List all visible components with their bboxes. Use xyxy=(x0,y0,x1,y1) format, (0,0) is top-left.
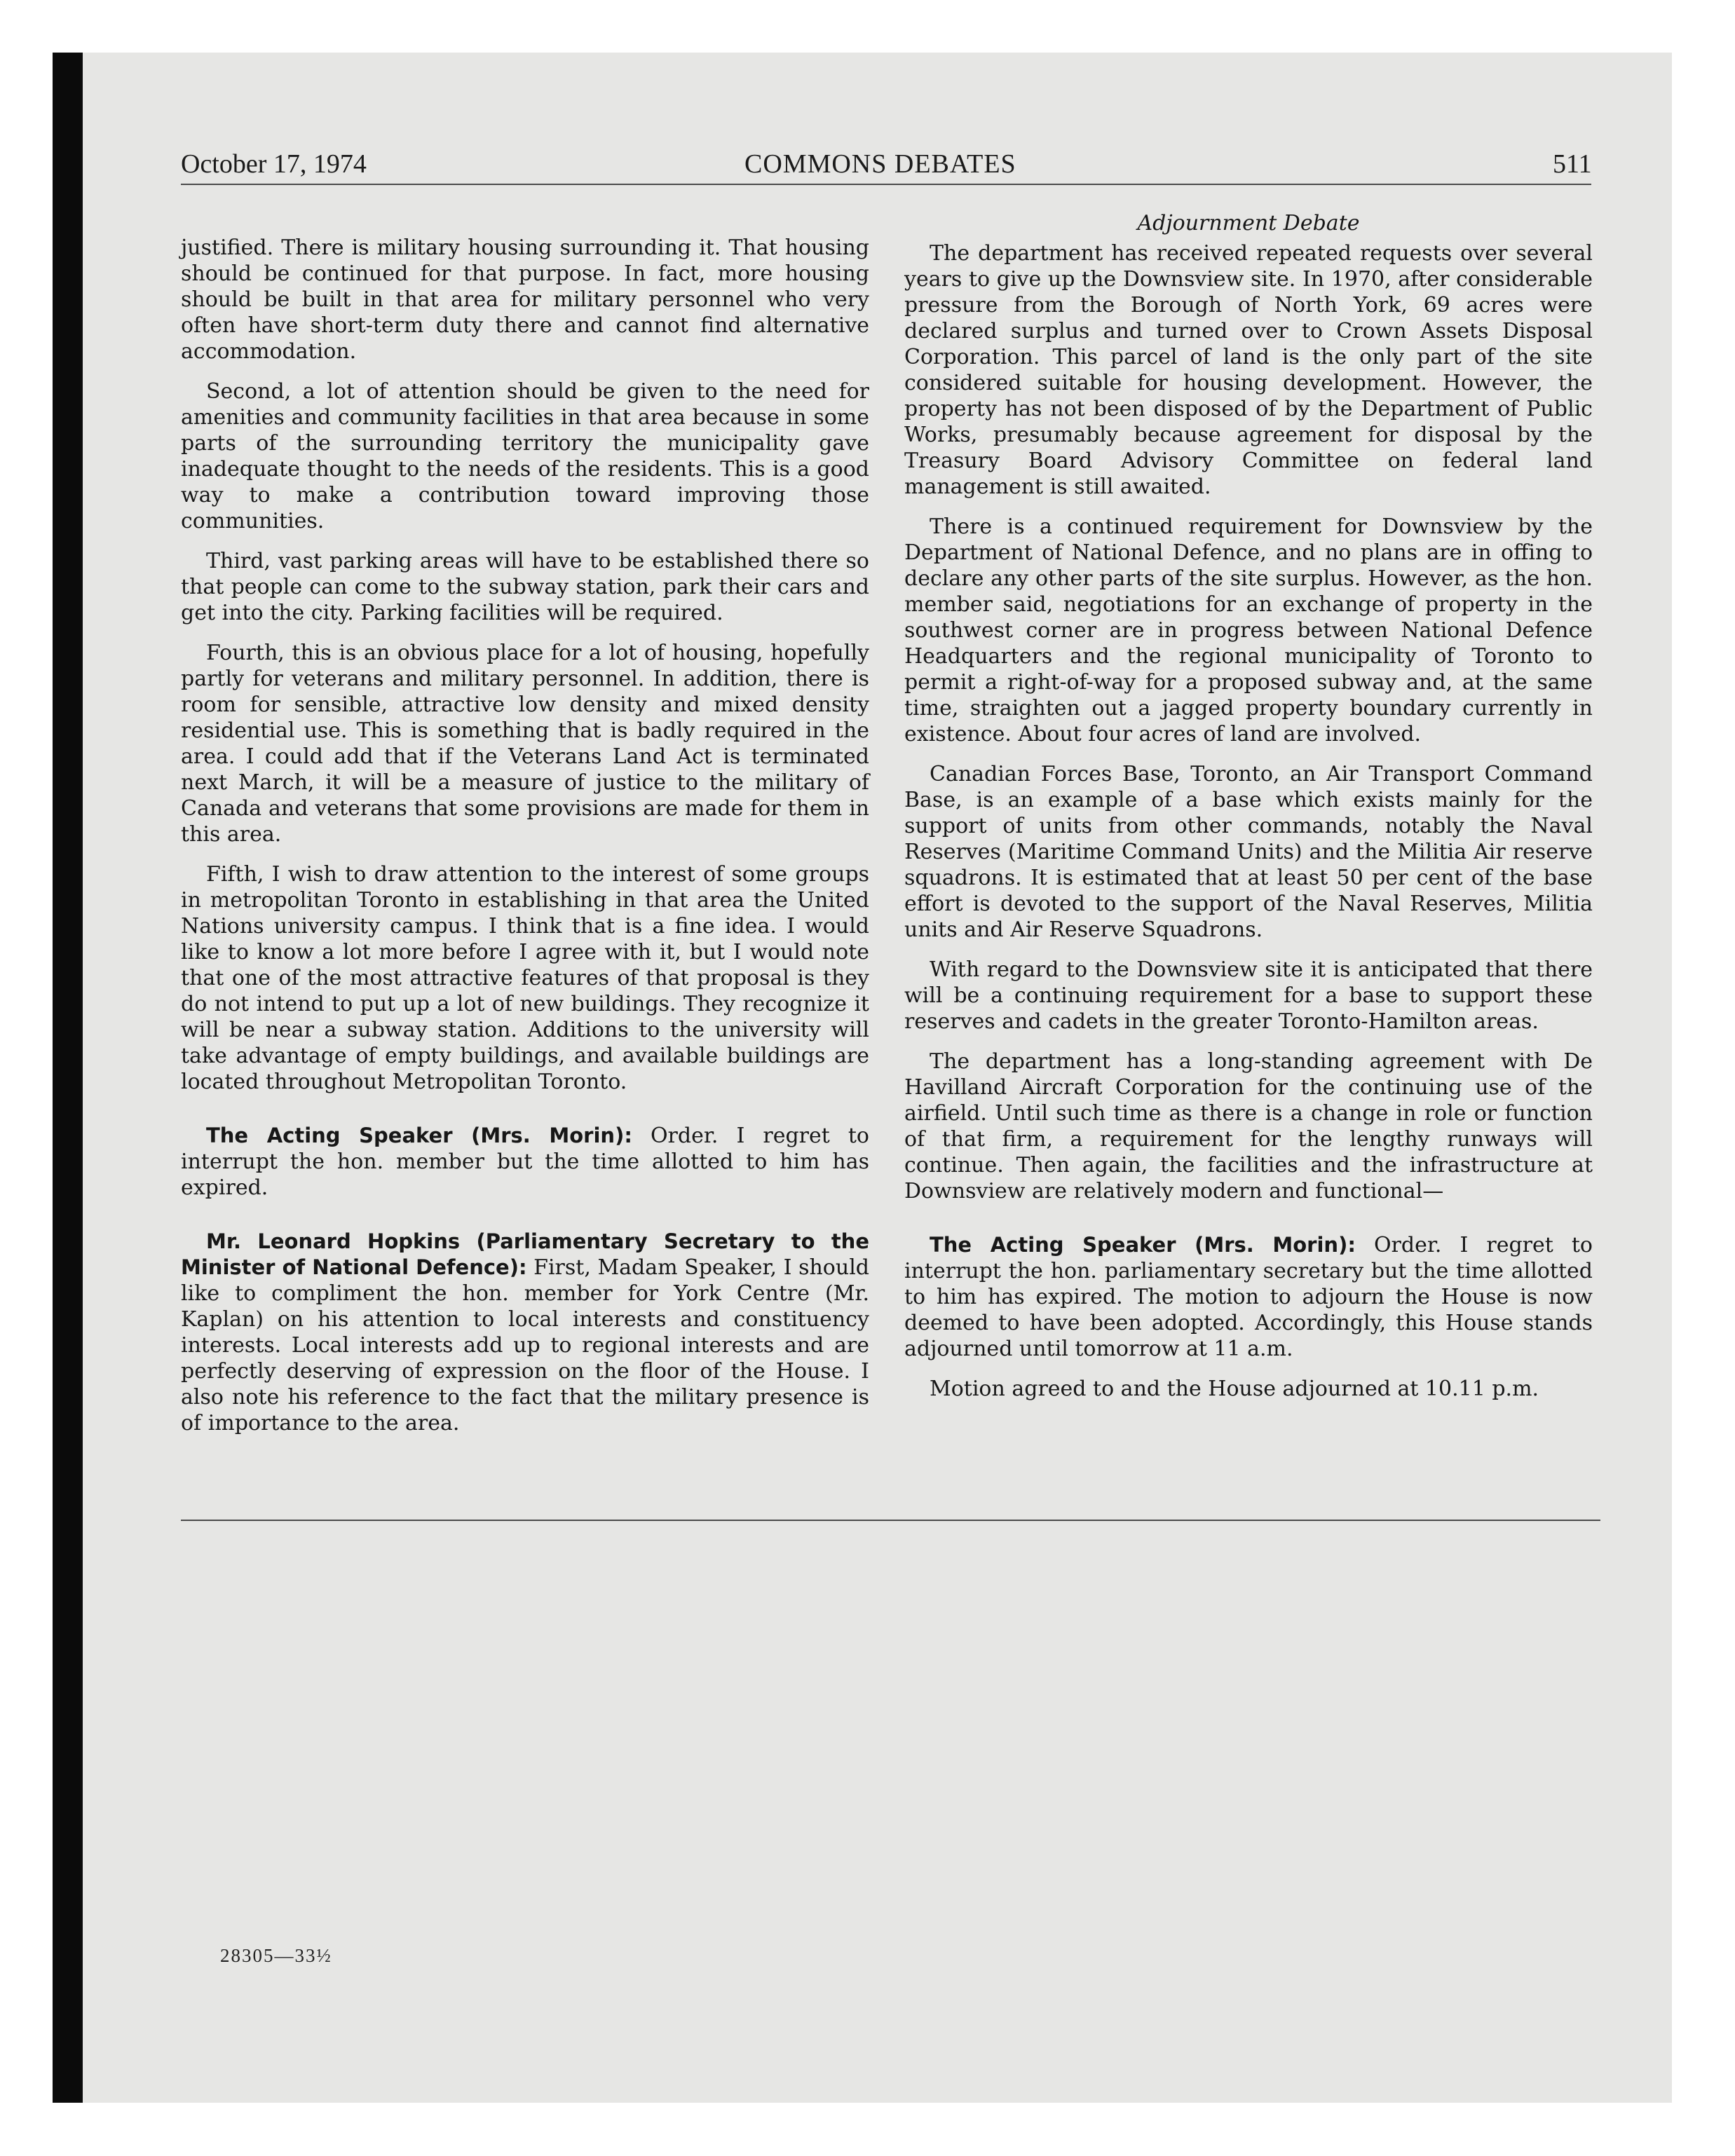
left-paragraph-2: Second, a lot of attention should be given to the need for amenities and community facilities in that area because in some parts of the surrounding territory the municipality gave inadequate thought to the needs of the residents. This is a good way to make a contribution toward improving those communities. xyxy=(181,379,869,533)
right-column-heading: Adjournment Debate xyxy=(1137,211,1360,236)
speaker-name: The Acting Speaker (Mrs. Morin): xyxy=(930,1233,1356,1257)
scan-binding-edge xyxy=(53,53,83,2103)
header-page-number: 511 xyxy=(1553,149,1592,179)
speech-text: Order. I regret to interrupt the hon. parliamentary secretary but the time allotted to him has expired. The motion to adjourn the House is now deemed to have been adopted. Accordingly, this House stands adjourned until tomorrow at 11 a.m. xyxy=(904,1233,1593,1361)
header-rule xyxy=(181,184,1591,185)
right-paragraph-2: There is a continued requirement for Downsview by the Department of National Defence, and no plans are in offing to declare any other parts of the site surplus. However, as the hon. member said, negotiations for an exchange of property in the southwest corner are in progress between National Defence Headquarters and the regional municipality of Toronto to permit a right-of-way for a proposed subway and, at the same time, straighten out a jagged property boundary currently in existence. About four acres of land are involved. xyxy=(904,514,1593,746)
header-title: COMMONS DEBATES xyxy=(744,149,1016,179)
right-paragraph-4: With regard to the Downsview site it is anticipated that there will be a continuing requirement for a base to support these reserves and cadets in the greater Toronto-Hamilton areas. xyxy=(904,957,1593,1034)
footer-printer-code: 28305—33½ xyxy=(220,1945,332,1966)
right-paragraph-1: The department has received repeated requests over several years to give up the Downsview site. In 1970, after considerable pressure from the Borough of North York, 69 acres were declared surplus and turned over to Crown Assets Disposal Corporation. This parcel of land is the only part of the site considered suitable for housing development. However, the property has not been disposed of by the Department of Public Works, presumably because agreement for disposal by the Treasury Board Advisory Committee on federal land management is still awaited. xyxy=(904,241,1593,499)
left-paragraph-7 xyxy=(181,1229,869,1436)
speaker-name: Mr. Leonard Hopkins (Parliamentary Secretary to the Minister of National Defence): xyxy=(181,1229,869,1279)
right-paragraph-6 xyxy=(904,1232,1593,1362)
speaker-name: The Acting Speaker (Mrs. Morin): xyxy=(206,1124,632,1147)
speech-text: First, Madam Speaker, I should like to compliment the hon. member for York Centre (Mr. Kaplan) on his attention to local interests and constituency interests. Local interests add up to regional interests and are perfectly deserving of expression on the floor of the House. I also note his reference to the fact that the military presence is of importance to the area. xyxy=(181,1255,869,1435)
left-paragraph-1: justified. There is military housing surrounding it. That housing should be continued for that purpose. In fact, more housing should be built in that area for military personnel who very often have short-term duty there and cannot find alternative accommodation. xyxy=(181,236,869,364)
left-column xyxy=(181,235,869,1450)
left-paragraph-6 xyxy=(181,1123,869,1201)
left-paragraph-5: Fifth, I wish to draw attention to the interest of some groups in metropolitan Toronto in establishing in that area the United Nations university campus. I think that is a fine idea. I would like to know a lot more before I agree with it, but I would note that one of the most attractive features of that proposal is they do not intend to put up a lot of new buildings. They recognize it will be near a subway station. Additions to the university will take advantage of empty buildings, and available buildings are located throughout Metropolitan Toronto. xyxy=(181,862,869,1094)
right-paragraph-5: The department has a long-standing agreement with De Havilland Aircraft Corporation for the continuing use of the airfield. Until such time as there is a change in role or function of that firm, a requirement for the lengthy runways will continue. Then again, the facilities and the infrastructure at Downsview are relatively modern and functional— xyxy=(904,1049,1593,1203)
footer-rule xyxy=(181,1520,1600,1521)
speech-text: Order. I regret to interrupt the hon. member but the time allotted to him has expired. xyxy=(181,1124,869,1200)
right-paragraph-7: Motion agreed to and the House adjourned at 10.11 p.m. xyxy=(930,1377,1539,1401)
left-paragraph-4: Fourth, this is an obvious place for a lot of housing, hopefully partly for veterans and military personnel. In addition, there is room for sensible, attractive low density and mixed density residential use. This is something that is badly required in the area. I could add that if the Veterans Land Act is terminated next March, it will be a measure of justice to the military of Canada and veterans that some provisions are made for them in this area. xyxy=(181,641,869,847)
right-paragraph-3: Canadian Forces Base, Toronto, an Air Transport Command Base, is an example of a base which exists mainly for the support of units from other commands, notably the Naval Reserves (Maritime Command Units) and the Militia Air reserve squadrons. It is estimated that at least 50 per cent of the base effort is devoted to the support of the Naval Reserves, Militia units and Air Reserve Squadrons. xyxy=(904,762,1593,942)
left-paragraph-3: Third, vast parking areas will have to be established there so that people can come to the subway station, park their cars and get into the city. Parking facilities will be required. xyxy=(181,549,869,625)
right-column xyxy=(904,210,1593,1416)
header-date: October 17, 1974 xyxy=(181,149,367,179)
